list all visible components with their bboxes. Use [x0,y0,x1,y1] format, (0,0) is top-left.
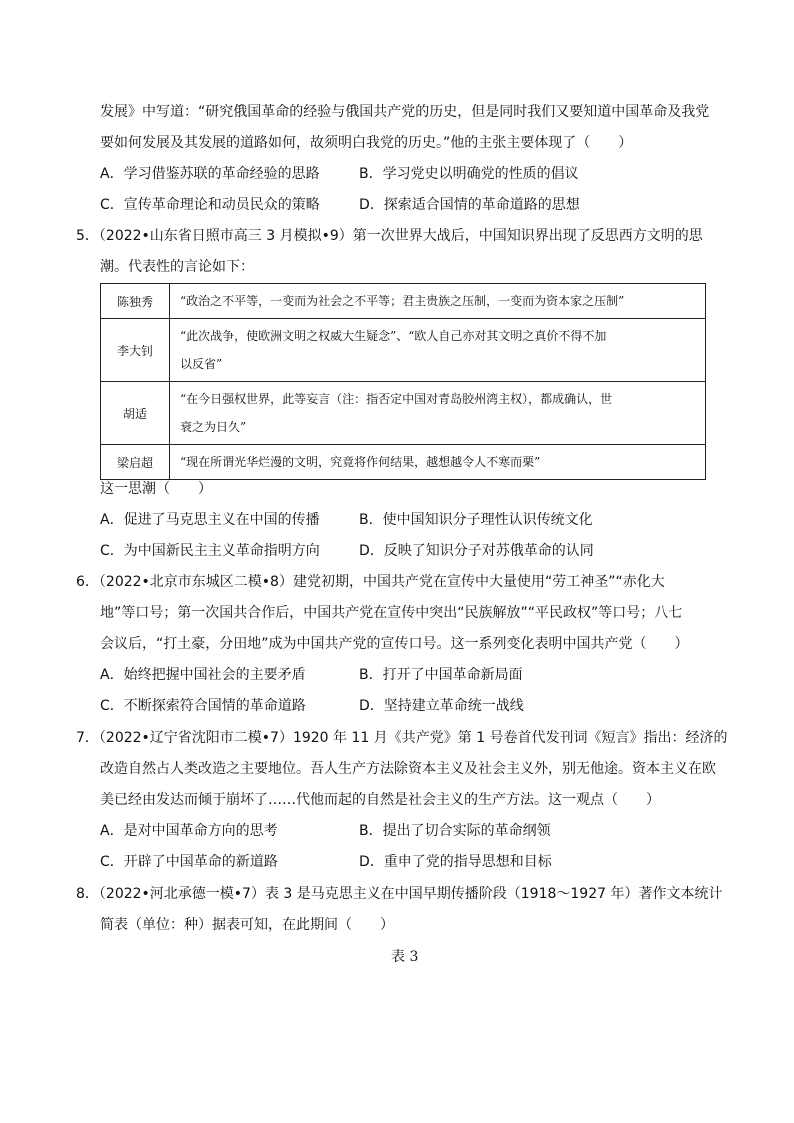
q6-option-d: D．坚持建立革命统一战线 [359,698,524,714]
q7-option-a: A．是对中国革命方向的思考 [100,823,278,839]
intro-option-c: C．宣传革命理论和动员民众的策略 [100,197,320,213]
q7-stem-line-1: 7．（2022•辽宁省沈阳市二模•7）1920 年 11 月《共产党》第 1 号卷首代发刊词《短言》指出：经济的 [76,730,728,746]
q6-option-b: B．打开了中国革命新局面 [359,667,523,683]
q7-option-d: D．重申了党的指导思想和目标 [359,854,552,870]
q5-stem-line-3: 这一思潮（ ） [100,481,212,497]
q6-option-c: C．不断探索符合国情的革命道路 [100,698,306,714]
q8-stem-line-1: 8．（2022•河北承德一模•7）表 3 是马克思主义在中国早期传播阶段（1918～1927 年）著作文本统计 [76,886,723,902]
table-row [101,445,706,480]
table-cell-name: 陈独秀 [101,284,170,319]
q5-option-a: A．促进了马克思主义在中国的传播 [100,512,320,528]
quote-line: “政治之不平等，一变而为社会之不平等；君主贵族之压制，一变而为资本家之压制” [180,294,625,308]
table-cell-name: 梁启超 [101,445,170,480]
intro-option-a: A．学习借鉴苏联的革命经验的思路 [100,166,320,182]
table-cell-quote [170,319,706,382]
table-caption: 表 3 [391,949,419,965]
intro-option-b: B．学习党史以明确党的性质的倡议 [359,166,579,182]
table-row [101,319,706,382]
q5-option-c: C．为中国新民主主义革命指明方向 [100,543,320,559]
q6-stem-line-1: 6．（2022•北京市东城区二模•8）建党初期，中国共产党在宣传中大量使用“劳工神圣”“赤化大 [76,574,665,590]
q6-stem-line-2: 地”等口号；第一次国共合作后，中国共产党在宣传中突出“民族解放”“平民政权”等口号；八七 [100,605,683,621]
table-cell-quote [170,445,706,480]
q7-option-c: C．开辟了中国革命的新道路 [100,854,278,870]
table-cell-name: 李大钊 [101,319,170,382]
q5-stem-line-2: 潮。代表性的言论如下： [100,259,254,275]
q5-stem-line-1: 5．（2022•山东省日照市高三 3 月模拟•9）第一次世界大战后，中国知识界出现了反思西方文明的思 [76,228,703,244]
table-cell-quote [170,382,706,445]
table-row [101,284,706,319]
q5-quote-table [100,283,706,480]
intro-line-2: 要如何发展及其发展的道路如何，故须明白我党的历史。”他的主张主要体现了（ ） [100,135,633,151]
quote-line: “在今日强权世界，此等妄言（注：指否定中国对青岛胶州湾主权），都成确认，世 [180,392,613,406]
quote-line: “现在所谓光华烂漫的文明，究竟将作何结果，越想越令人不寒而栗” [180,455,541,469]
q7-stem-line-3: 美已经由发达而倾于崩坏了……代他而起的自然是社会主义的生产方法。这一观点（ ） [100,792,660,808]
quote-line: “此次战争，使欧洲文明之权威大生疑念”、“欧人自己亦对其文明之真价不得不加 [180,329,607,343]
intro-option-d: D．探索适合国情的革命道路的思想 [359,197,580,213]
q5-option-b: B．使中国知识分子理性认识传统文化 [359,512,593,528]
table-cell-quote [170,284,706,319]
quote-line: 衰之为日久” [180,420,247,434]
q6-option-a: A．始终把握中国社会的主要矛盾 [100,667,306,683]
intro-line-1: 发展》中写道：“研究俄国革命的经验与俄国共产党的历史，但是同时我们又要知道中国革命及我党 [100,104,710,120]
q8-stem-line-2: 简表（单位：种）据表可知，在此期间（ ） [100,917,394,933]
table-cell-name: 胡适 [101,382,170,445]
table-row [101,382,706,445]
quote-line: 以反省” [180,357,223,371]
q7-stem-line-2: 改造自然占人类改造之主要地位。吾人生产方法除资本主义及社会主义外，别无他途。资本主义在欧 [100,761,716,777]
q7-option-b: B．提出了切合实际的革命纲领 [359,823,551,839]
q5-option-d: D．反映了知识分子对苏俄革命的认同 [359,543,594,559]
q6-stem-line-3: 会议后，“打土豪，分田地”成为中国共产党的宣传口号。这一系列变化表明中国共产党（ ） [100,636,689,652]
